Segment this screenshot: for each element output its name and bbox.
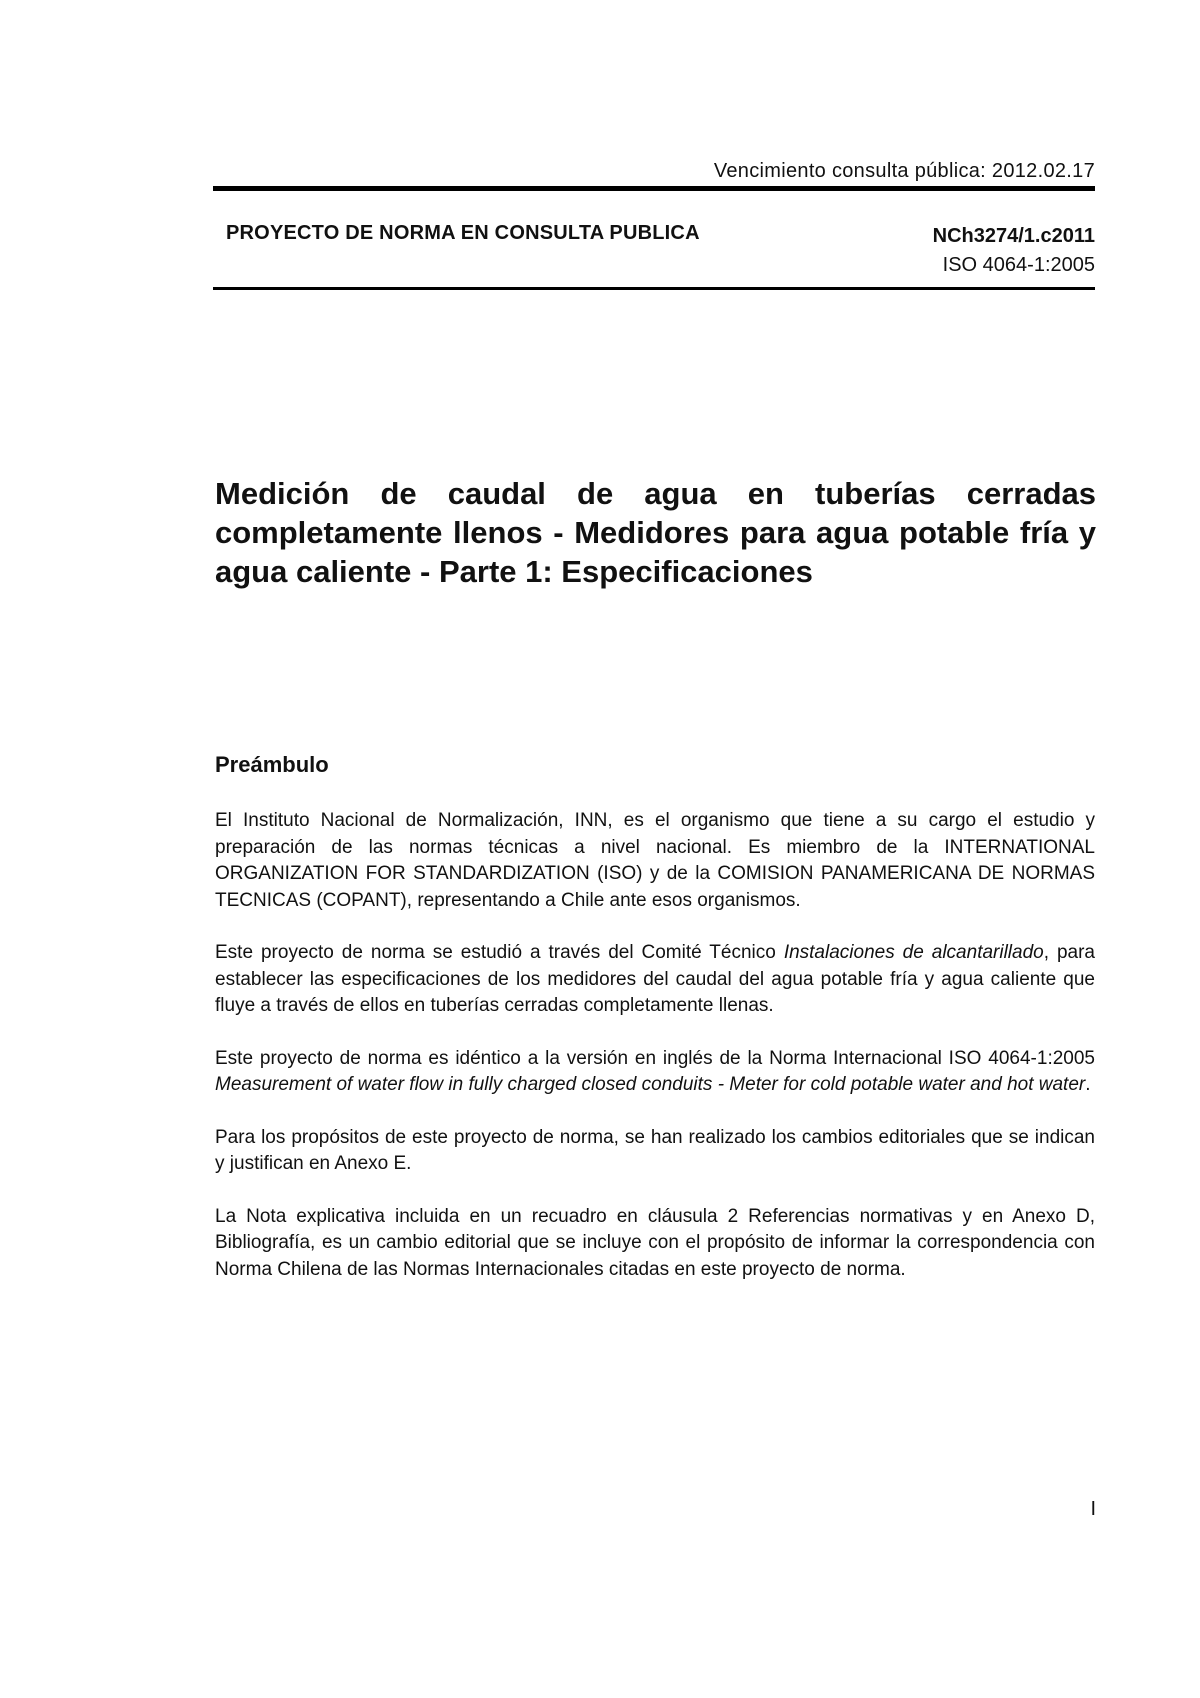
preamble-body — [215, 808, 1095, 1309]
page-number: I — [1090, 1498, 1096, 1520]
document-title: Medición de caudal de agua en tuberías cerradas completamente llenos - Medidores para agua potable fría y agua caliente - Parte 1: Especificaciones — [215, 476, 1096, 589]
header-rule-bottom — [213, 287, 1095, 290]
iso-code: ISO 4064-1:2005 — [942, 254, 1095, 276]
preamble-paragraph-1: El Instituto Nacional de Normalización, INN, es el organismo que tiene a su cargo el estudio y preparación de las normas técnicas a nivel nacional. Es miembro de la INTERNATIONAL ORGANIZATION FOR STANDARDIZATION (ISO) y de la COMISION PANAMERICANA DE NORMAS TECNICAS (COPANT), representando a Chile ante esos organismos. — [215, 810, 1095, 911]
preamble-paragraph-2 — [215, 940, 1095, 1020]
preamble-heading: Preámbulo — [215, 752, 329, 777]
paragraph-text: Este proyecto de norma es idéntico a la versión en inglés de la Norma Internacional ISO 4064-1:2005 — [215, 1047, 1095, 1069]
preamble-paragraph-4: Para los propósitos de este proyecto de norma, se han realizado los cambios editoriales que se indican y justifican en Anexo E. — [215, 1126, 1095, 1174]
preamble-paragraph-3 — [215, 1046, 1095, 1099]
paragraph-text: , para establecer las especificaciones de los medidores del caudal del agua potable fría y agua caliente que fluye a través de ellos en tuberías cerradas completamente llenas. — [215, 942, 1096, 1016]
preamble-paragraph-5: La Nota explicativa incluida en un recuadro en cláusula 2 Referencias normativas y en Anexo D, Bibliografía, es un cambio editorial que se incluye con el propósito de informar la correspondencia con Norma Chilena de las Normas Internacionales citadas en este proyecto de norma. — [215, 1205, 1095, 1280]
project-label: PROYECTO DE NORMA EN CONSULTA PUBLICA — [226, 222, 700, 244]
header-rule-top — [213, 186, 1095, 191]
iso-standard-title: Measurement of water flow in fully charged closed conduits - Meter for cold potable water and hot water — [215, 1074, 1086, 1095]
paragraph-text: Este proyecto de norma se estudió a través del Comité Técnico — [215, 942, 784, 963]
paragraph-text: . — [1085, 1074, 1091, 1095]
committee-name: Instalaciones de alcantarillado — [783, 942, 1044, 963]
consultation-deadline: Vencimiento consulta pública: 2012.02.17 — [713, 160, 1095, 182]
standard-code: NCh3274/1.c2011 — [932, 225, 1095, 247]
standard-codes — [933, 222, 1095, 280]
